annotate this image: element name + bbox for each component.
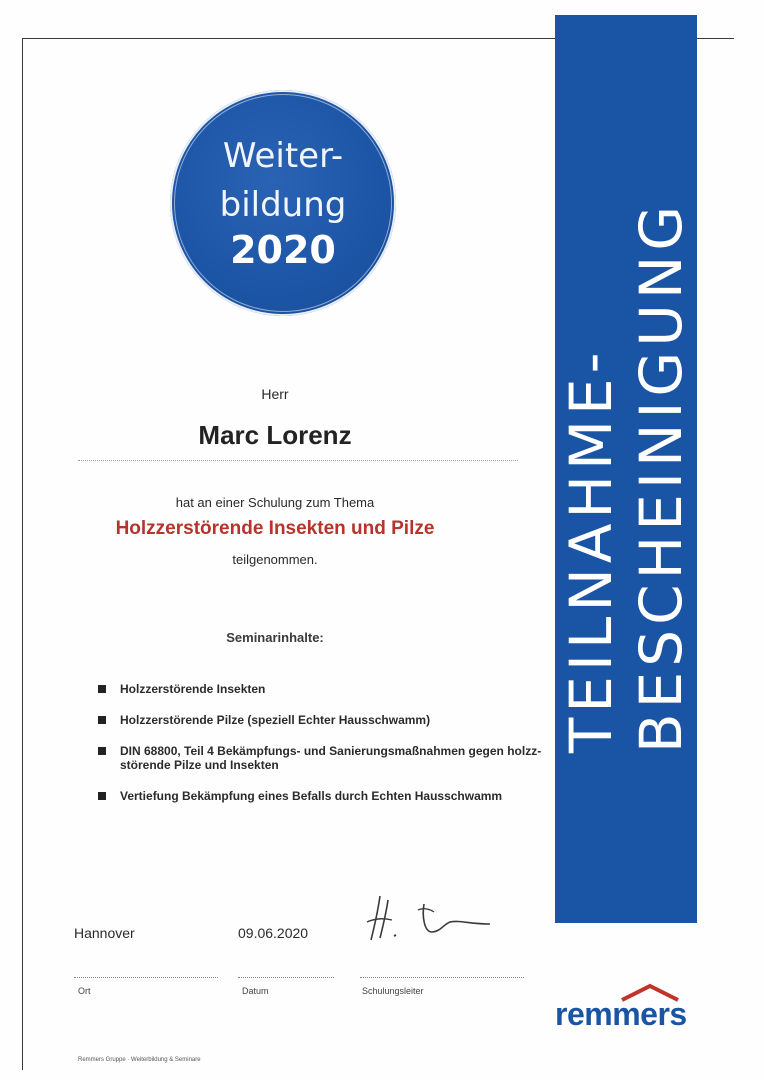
place-line <box>74 977 218 978</box>
list-item <box>98 744 578 772</box>
list-item-text: Holzzerstörende Insekten <box>120 682 266 696</box>
badge-line-1: Weiter- <box>222 136 344 176</box>
signature-image <box>362 888 502 948</box>
recipient-name: Marc Lorenz <box>198 420 352 450</box>
list-item <box>98 789 578 803</box>
signature-line <box>360 977 524 978</box>
leader-label: Schulungsleiter <box>362 986 424 996</box>
date-label: Datum <box>242 986 269 996</box>
name-underline <box>78 460 518 461</box>
bullet-square-icon <box>98 716 106 724</box>
place-value: Hannover <box>74 925 135 941</box>
list-item <box>98 713 578 727</box>
bullet-square-icon <box>98 685 106 693</box>
footer-small-print: Remmers Gruppe · Weiterbildung & Seminare <box>78 1057 201 1063</box>
list-item <box>98 682 578 696</box>
remmers-logo: remmers <box>555 996 687 1032</box>
salutation: Herr <box>261 386 289 402</box>
banner-title-line-2: BESCHEINIGUNG <box>627 200 695 754</box>
badge-year: 2020 <box>230 228 336 272</box>
list-item-text: DIN 68800, Teil 4 Bekämpfungs- und Sanierungsmaßnahmen gegen holzz- störende Pilze und Insekten <box>120 744 542 772</box>
place-label: Ort <box>78 986 91 996</box>
list-item-text: Vertiefung Bekämpfung eines Befalls durch Echten Hausschwamm <box>120 789 503 803</box>
bullet-square-icon <box>98 747 106 755</box>
date-line <box>238 977 334 978</box>
banner-title <box>556 201 696 753</box>
list-item-text: Holzzerstörende Pilze (speziell Echter Hausschwamm) <box>120 713 431 727</box>
seminar-heading: Seminarinhalte: <box>226 630 324 645</box>
course-intro: hat an einer Schulung zum Thema <box>175 495 375 510</box>
seminar-content-list <box>98 682 578 803</box>
date-value: 09.06.2020 <box>238 925 309 941</box>
frame-left-line <box>22 38 23 1070</box>
bullet-square-icon <box>98 792 106 800</box>
course-topic: Holzzerstörende Insekten und Pilze <box>115 518 435 539</box>
banner-title-line-1: TEILNAHME- <box>557 347 625 754</box>
participation-text: teilgenommen. <box>232 552 318 567</box>
badge-line-2: bildung <box>219 185 347 225</box>
